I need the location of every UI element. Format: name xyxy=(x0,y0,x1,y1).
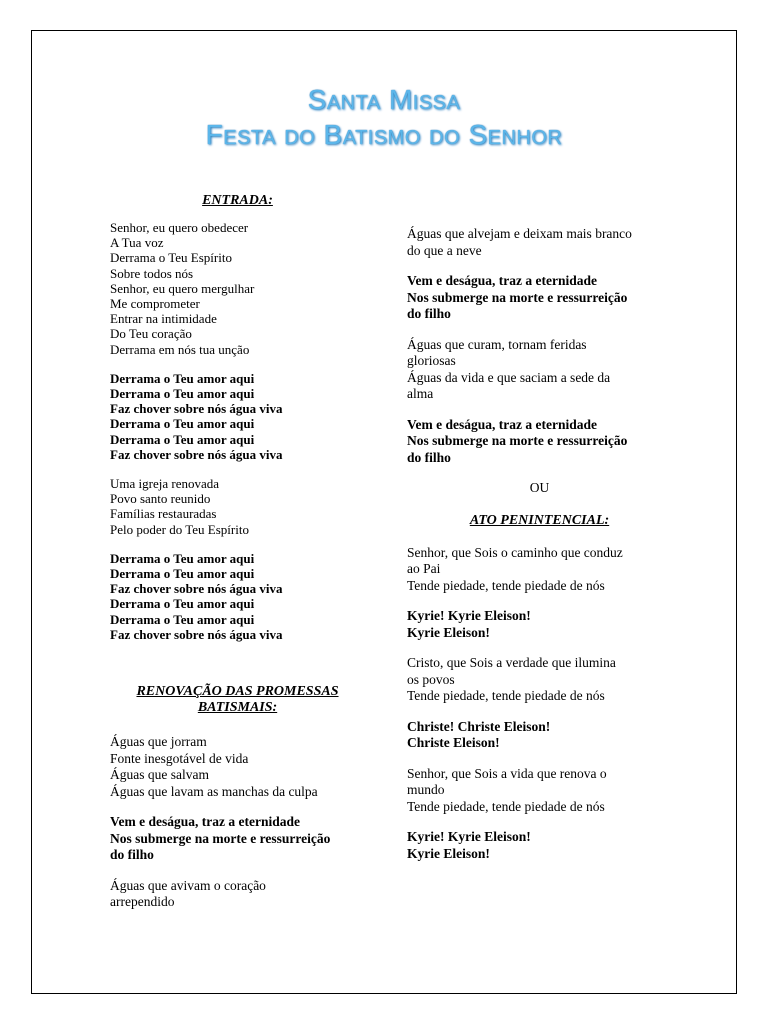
chorus-line: Derrama o Teu amor aqui xyxy=(110,550,255,566)
lyric-line: Águas que avivam o coração xyxy=(110,877,266,893)
ato-response-2 xyxy=(407,719,672,752)
lyric-line: ao Pai xyxy=(407,561,441,576)
chorus-line: do filho xyxy=(407,449,451,465)
renovacao-heading-line-1: RENOVAÇÃO DAS PROMESSAS xyxy=(136,684,339,699)
chorus-line: Nos submerge na morte e ressurreição xyxy=(407,289,628,305)
chorus-line: Derrama o Teu amor aqui xyxy=(110,596,255,612)
ato-invocation-2 xyxy=(407,655,672,705)
renovacao-verse-4 xyxy=(407,337,672,403)
lyric-line: Senhor, que Sois o caminho que conduz xyxy=(407,544,623,560)
entrada-heading: ENTRADA: xyxy=(202,193,273,208)
chorus-line: Vem e deságua, traz a eternidade xyxy=(110,814,300,829)
ato-penitencial-heading: ATO PENINTENCIAL: xyxy=(469,512,610,528)
lyric-line: A Tua voz xyxy=(110,235,164,251)
lyric-line: Pelo poder do Teu Espírito xyxy=(110,521,249,537)
lyric-line: Senhor, eu quero mergulhar xyxy=(110,280,255,296)
chorus-line: Derrama o Teu amor aqui xyxy=(110,386,255,402)
entrada-chorus-2 xyxy=(110,551,365,642)
lyric-line: Tende piedade, tende piedade de nós xyxy=(407,577,605,593)
right-column xyxy=(407,226,672,862)
entrada-chorus-1 xyxy=(110,371,365,462)
lyric-line: Tende piedade, tende piedade de nós xyxy=(407,688,605,703)
ato-response-3 xyxy=(407,829,672,862)
lyric-line: Águas que curam, tornam feridas xyxy=(407,336,587,352)
chorus-line: Faz chover sobre nós água viva xyxy=(110,446,283,462)
page-title: Santa Missa xyxy=(307,84,461,115)
response-line: Kyrie Eleison! xyxy=(407,845,490,861)
ato-response-1 xyxy=(407,608,672,641)
response-line: Christe! Christe Eleison! xyxy=(407,718,551,734)
lyric-line: Senhor, eu quero obedecer xyxy=(110,220,249,235)
lyric-line: Águas que jorram xyxy=(110,734,207,749)
chorus-line: Derrama o Teu amor aqui xyxy=(110,416,255,432)
lyric-line: gloriosas xyxy=(407,353,456,368)
lyric-line: Derrama em nós tua unção xyxy=(110,341,250,357)
lyric-line: Famílias restauradas xyxy=(110,506,217,522)
chorus-line: do filho xyxy=(110,847,154,862)
chorus-line: Faz chover sobre nós água viva xyxy=(110,626,283,642)
lyric-line: Do Teu coração xyxy=(110,326,192,342)
lyric-line: alma xyxy=(407,386,434,401)
lyric-line: os povos xyxy=(407,671,455,687)
lyric-line: arrependido xyxy=(110,894,175,909)
renovacao-chorus-3 xyxy=(407,417,672,467)
renovacao-verse-2 xyxy=(110,878,365,911)
lyric-line: Entrar na intimidade xyxy=(110,311,217,327)
chorus-line: Derrama o Teu amor aqui xyxy=(110,370,255,386)
chorus-line: Vem e deságua, traz a eternidade xyxy=(407,416,597,432)
ato-invocation-1 xyxy=(407,545,672,595)
lyric-line: Uma igreja renovada xyxy=(110,476,220,492)
chorus-line: Nos submerge na morte e ressurreição xyxy=(110,830,331,846)
renovacao-heading-line-2: BATISMAIS: xyxy=(197,700,278,715)
lyric-line: Águas que alvejam e deixam mais branco xyxy=(407,226,632,241)
lyric-line: mundo xyxy=(407,782,445,797)
lyric-line: Cristo, que Sois a verdade que ilumina xyxy=(407,655,616,670)
renovacao-verse-1 xyxy=(110,734,365,800)
chorus-line: Faz chover sobre nós água viva xyxy=(110,401,283,417)
lyric-line: Derrama o Teu Espírito xyxy=(110,250,232,266)
ou-separator: OU xyxy=(529,480,550,495)
lyric-line: Águas da vida e que saciam a sede da xyxy=(407,369,611,385)
response-line: Kyrie! Kyrie Eleison! xyxy=(407,608,531,623)
lyric-line: do que a neve xyxy=(407,242,482,258)
renovacao-chorus-2 xyxy=(407,273,672,323)
lyric-line: Senhor, que Sois a vida que renova o xyxy=(407,765,607,781)
chorus-line: Vem e deságua, traz a eternidade xyxy=(407,273,597,288)
ato-invocation-3 xyxy=(407,766,672,816)
chorus-line: do filho xyxy=(407,306,451,321)
chorus-line: Derrama o Teu amor aqui xyxy=(110,566,255,582)
renovacao-section xyxy=(110,684,365,911)
lyric-line: Me comprometer xyxy=(110,296,200,312)
chorus-line: Derrama o Teu amor aqui xyxy=(110,431,255,447)
response-line: Kyrie! Kyrie Eleison! xyxy=(407,829,531,844)
lyric-line: Sobre todos nós xyxy=(110,265,194,281)
response-line: Kyrie Eleison! xyxy=(407,624,490,640)
chorus-line: Derrama o Teu amor aqui xyxy=(110,611,255,627)
chorus-line: Nos submerge na morte e ressurreição xyxy=(407,433,628,448)
response-line: Christe Eleison! xyxy=(407,735,500,750)
left-column xyxy=(110,193,365,642)
renovacao-chorus-1 xyxy=(110,814,365,864)
page-subtitle: Festa do Batismo do Senhor xyxy=(205,119,563,150)
lyric-line: Povo santo reunido xyxy=(110,491,211,507)
lyric-line: Tende piedade, tende piedade de nós xyxy=(407,798,605,814)
lyric-line: Águas que salvam xyxy=(110,767,209,782)
lyric-line: Fonte inesgotável de vida xyxy=(110,750,249,766)
entrada-verse-2 xyxy=(110,476,365,537)
lyric-line: Águas que lavam as manchas da culpa xyxy=(110,783,318,799)
renovacao-verse-3 xyxy=(407,226,672,259)
chorus-line: Faz chover sobre nós água viva xyxy=(110,581,283,597)
entrada-verse-1 xyxy=(110,220,365,357)
